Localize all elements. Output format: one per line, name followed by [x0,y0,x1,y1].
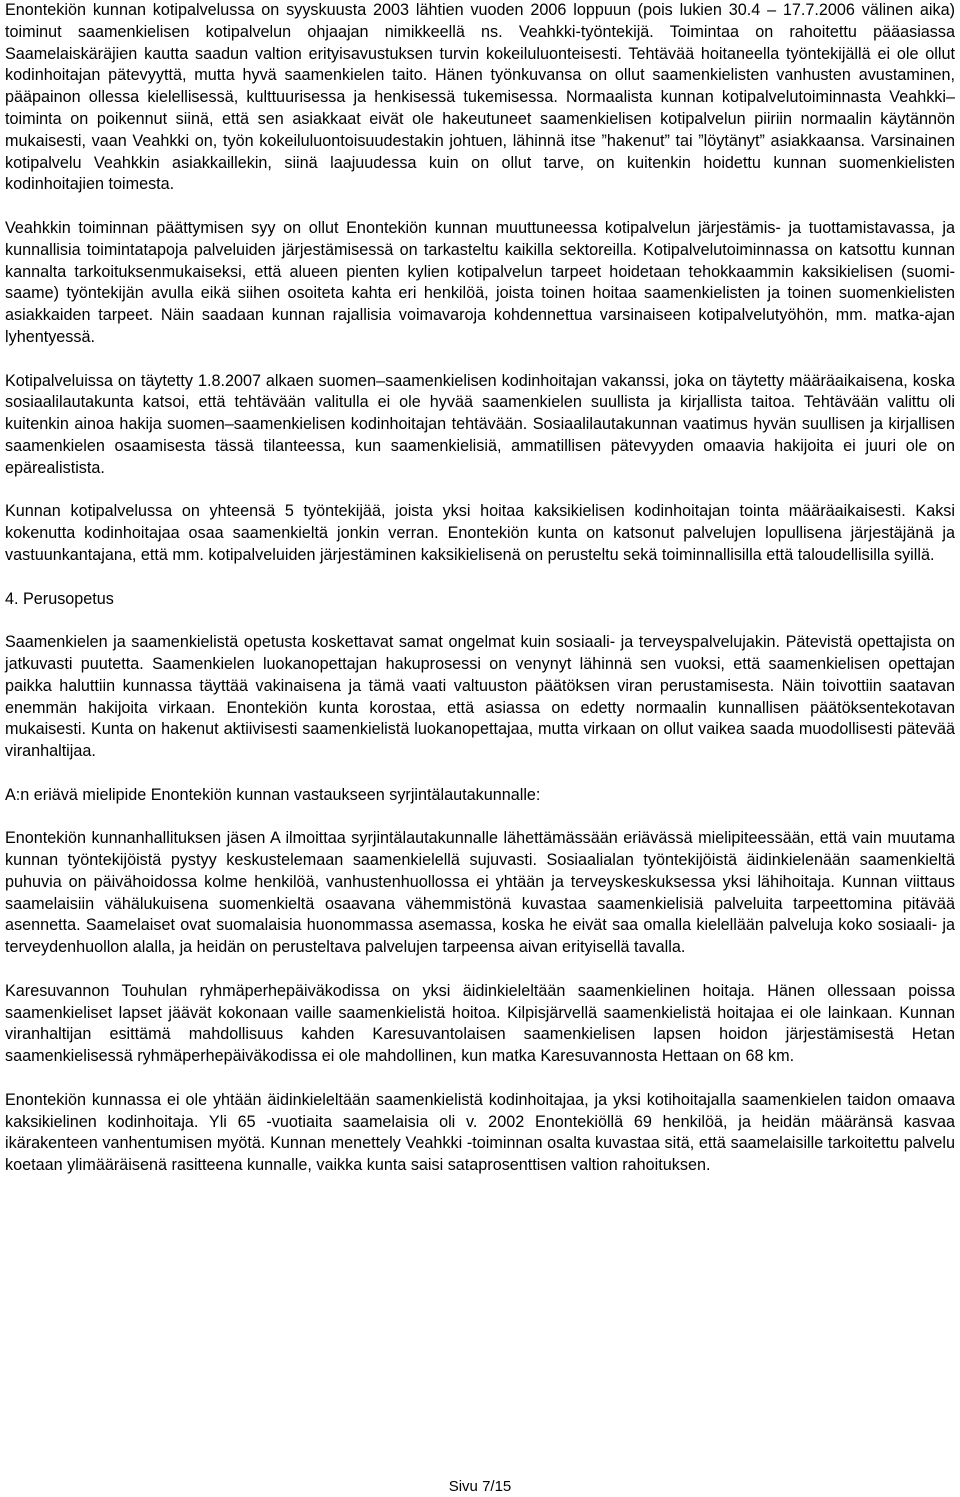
paragraph-elderly-care: Enontekiön kunnassa ei ole yhtään äidinkieleltään saamenkielistä kodinhoitajaa, ja yksi kotihoitajalla saamenkielen taidon omaava kaksikielinen kodinhoitaja. Yli 65 -vuotiaita saamelaisia oli v. 2002 Enontekiöllä 69 henkilöä, ja heidän määränsä kasvaa ikärakenteen vanhentumisen myötä. Kunnan menettely Veahkki -toiminnan osalta kuvastaa sitä, että saamelaisille tarkoitettu palvelu koetaan ylimääräisenä rasitteena kunnalle, vaikka kunta saisi sataprosenttisen valtion rahoituksen. [5,1090,955,1175]
paragraph-daycare: Karesuvannon Touhulan ryhmäperhepäiväkodissa on yksi äidinkieleltään saamenkielinen hoitaja. Hänen ollessaan poissa saamenkieliset lapset jäävät kokonaan vaille saamenkielistä hoitoa. Kilpisjärvellä saamenkielistä hoitajaa ei ole lainkaan. Kunnan viranhaltijan esittämä mahdollisuus kahden Karesuvantolaisen saamenkielisen lapsen hoidon järjestämisestä Hetan saamenkielisessä ryhmäperhepäiväkodissa ei ole mahdollinen, kun matka Karesuvannosta Hettaan on 68 km. [5,981,955,1066]
paragraph-veahkki-intro: Enontekiön kunnan kotipalvelussa on syyskuusta 2003 lähtien vuoden 2006 loppuun (pois lukien 30.4 – 17.7.2006 välinen aika) toiminut saamenkielisen kotipalvelun ohjaajan nimikkeellä ns. Veahkki-työntekijä. Toimintaa on rahoitettu pääasiassa Saamelaiskäräjien kautta saadun valtion erityisavustuksen turvin kokeiluluonteisesti. Tehtävää hoitaneella työntekijällä ei ole ollut kodinhoitajan pätevyyttä, mutta hyvä saamenkielen taito. Hänen työnkuvansa on ollut saamenkielisten vanhusten avustaminen, pääpainon ollessa kielellisessä, kulttuurisessa ja henkisessä tukemisessa. Normaalista kunnan kotipalvelutoiminnasta Veahkki–toiminta on poikennut siinä, että sen asiakkaat eivät ole hakeutuneet saamenkielisen kotipalvelun piiriin normaalin käytännön mukaisesti, vaan Veahkki on, työn kokeiluluontoisuudestakin johtuen, lähinnä itse ”hakenut” tai ”löytänyt” asiakkaansa. Varsinainen kotipalvelu Veahkkin asiakkaillekin, siinä laajuudessa kuin on ollut tarve, on kuitenkin hoidettu kunnan suomenkielisten kodinhoitajien toimesta. [5,1,955,194]
paragraph-home-help-staff: Kunnan kotipalvelussa on yhteensä 5 työntekijää, joista yksi hoitaa kaksikielisen kodinhoitajan tointa määräaikaisesti. Kaksi kokenutta kodinhoitajaa osaa saamenkieltä jonkin verran. Enontekiön kunta on katsonut palvelujen lopullisena järjestäjänä ja vastuunkantajana, että mm. kotipalveluiden järjestäminen kaksikielisenä on perusteltu sekä toiminnallisilla että taloudellisilla syillä. [5,502,955,564]
paragraph-dissenting-opinion: Enontekiön kunnanhallituksen jäsen A ilmoittaa syrjintälautakunnalle lähettämässään eriävässä mielipiteessään, että vain muutama kunnan työntekijöistä pystyy keskustelemaan saamenkielellä sujuvasti. Sosiaalialan työntekijöistä äidinkielenään saamenkieltä puhuvia on päivähoidossa kolme henkilöä, vanhustenhuollossa ei yhtään ja terveyskeskuksessa yksi lähihoitaja. Kunnan viittaus saamelaisiin vähälukuisena suomenkieltä osaavana vähemmistönä kuvastaa saamenkielisiä palveluita tarpeettomina pitävää asennetta. Saamelaiset ovat suomalaisia huonommassa asemassa, koska he eivät saa omalla kielellään palveluja koko sosiaali- ja terveydenhuollon alalla, ja heidän on perusteltava palvelujen tarpeensa aivan erityisellä tavalla. [5,829,955,957]
page-number-footer: Sivu 7/15 [448,1478,512,1495]
paragraph-home-help-vacancy: Kotipalveluissa on täytetty 1.8.2007 alkaen suomen–saamenkielisen kodinhoitajan vakanssi, joka on täytetty määräaikaisena, koska sosiaalilautakunta katsoi, että tehtävään valitulla ei ole hyvää saamenkielen suullista ja kirjallista taitoa. Tehtävään valittu oli kuitenkin ainoa hakija suomen–saamenkielisen kodinhoitajan tehtävään. Sosiaalilautakunnan vaatimus hyvän suullisen ja kirjallisen saamenkielen osaamisesta tässä tilanteessa, kun saamenkielisiä, ammatillisen pätevyyden omaavia hakijoita ei juuri ole on epärealistista. [5,371,955,477]
document-page [5,0,955,1199]
paragraph-veahkki-end: Veahkkin toiminnan päättymisen syy on ollut Enontekiön kunnan muuttuneessa kotipalvelun järjestämis- ja tuottamistavassa, ja kunnallisia toimintatapoja palveluiden järjestämisessä on tarkasteltu kaikilla sektoreilla. Kotipalvelutoiminnassa on katsottu kunnan kannalta tarkoituksenmukaiseksi, että alueen pienten kylien kotipalvelun tarpeet hoidetaan tehokkaammin kaksikielisen (suomi-saame) työntekijän avulla eikä siihen osoiteta kahta eri henkilöä, joista toinen hoitaa saamenkielisten ja toinen suomenkielisten asiakkaiden tarpeet. Näin saadaan kunnan rajallisia voimavaroja kohdennettua varsinaiseen kotipalvelutyöhön, mm. matka-ajan lyhentyessä. [5,218,955,346]
paragraph-basic-education: Saamenkielen ja saamenkielistä opetusta koskettavat samat ongelmat kuin sosiaali- ja terveyspalvelujakin. Pätevistä opettajista on jatkuvasti puutetta. Saamenkielen luokanopettajan hakuprosessi on venynyt lähinnä sen vuoksi, että saamenkielisen opettajan paikka haluttiin kunnassa täyttää vakinaisena ja tämä vaati valtuuston päätöksen viran perustamisesta. Näin toivottiin saatavan enemmän hakijoita virkaan. Enontekiön kunta korostaa, että asiassa on edetty normaalin kunnallisen päätöksentekotavan mukaisesti. Kunta on hakenut aktiivisesti saamenkielistä luokanopettajaa, mutta virkaan on ollut vaikea saada muodollisesti pätevää viranhaltijaa. [5,633,955,761]
section-heading-basic-education: 4. Perusopetus [5,589,114,608]
opinion-heading: A:n eriävä mielipide Enontekiön kunnan vastaukseen syrjintälautakunnalle: [5,785,541,804]
